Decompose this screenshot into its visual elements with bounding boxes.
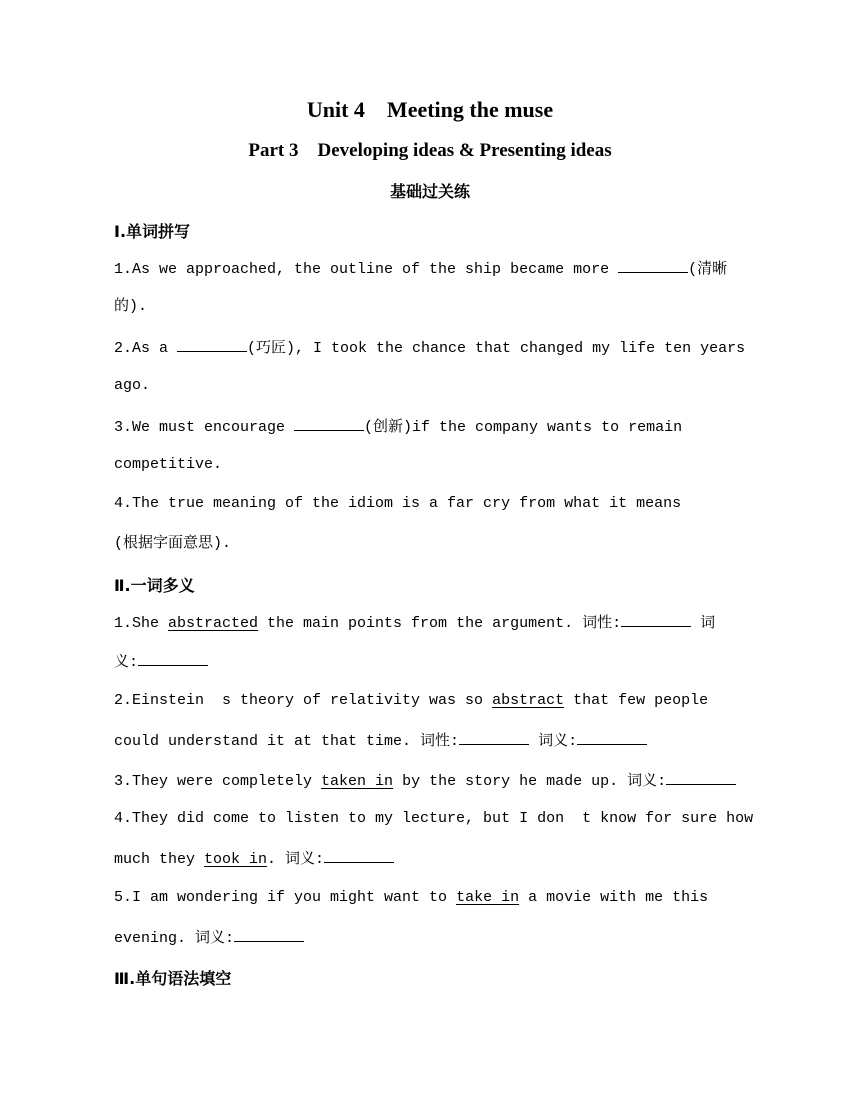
part-title: Part 3 Developing ideas & Presenting ideas: [248, 140, 612, 161]
target-word: abstracted: [168, 615, 259, 632]
target-word: abstract: [492, 692, 565, 709]
s1-q3-line1: 3.We must encourage (创新)if the company wants to remain: [114, 416, 682, 438]
target-word: took in: [204, 851, 268, 868]
s1-q1-line1: 1.As we approached, the outline of the ship became more (清晰: [114, 258, 727, 280]
answer-blank[interactable]: [577, 730, 647, 745]
s1-q3-line2: competitive.: [114, 456, 223, 473]
s2-q4-line2: much they took in. 词义:: [114, 848, 394, 870]
s2-q1-line1: 1.She abstracted the main points from the argument. 词性: 词: [114, 612, 715, 634]
unit-title: Unit 4 Meeting the muse: [306, 97, 554, 122]
s2-q4-line1: 4.They did come to listen to my lecture, but I don t know for sure how: [114, 810, 754, 827]
s2-q5-line1: 5.I am wondering if you might want to take in a movie with me this: [114, 889, 709, 906]
answer-blank[interactable]: [618, 258, 688, 273]
answer-blank[interactable]: [621, 612, 691, 627]
s1-q1-line2: 的).: [114, 298, 148, 315]
s2-q2-line2: could understand it at that time. 词性: 词义:: [114, 730, 647, 752]
answer-blank[interactable]: [666, 770, 736, 785]
section-heading-2: Ⅱ.一词多义: [114, 576, 195, 595]
subtitle: 基础过关练: [389, 182, 470, 201]
section-heading-1: Ⅰ.单词拼写: [114, 222, 191, 241]
s2-q5-line2: evening. 词义:: [114, 927, 304, 949]
answer-blank[interactable]: [324, 848, 394, 863]
s1-q2-line2: ago.: [114, 377, 151, 394]
s2-q2-line1: 2.Einstein s theory of relativity was so abstract that few people: [114, 692, 709, 709]
target-word: taken in: [321, 773, 394, 790]
answer-blank[interactable]: [234, 927, 304, 942]
target-word: take in: [456, 889, 520, 906]
s2-q3-line1: 3.They were completely taken in by the story he made up. 词义:: [114, 770, 736, 792]
answer-blank[interactable]: [459, 730, 529, 745]
section-heading-3: Ⅲ.单句语法填空: [114, 969, 232, 988]
s1-q4-line2: (根据字面意思).: [114, 535, 232, 552]
s2-q1-line2: 义:: [114, 651, 208, 673]
s1-q2-line1: 2.As a (巧匠), I took the chance that changed my life ten years: [114, 337, 745, 359]
answer-blank[interactable]: [177, 337, 247, 352]
answer-blank[interactable]: [294, 416, 364, 431]
s1-q4-line1: 4.The true meaning of the idiom is a far cry from what it means: [114, 495, 682, 512]
answer-blank[interactable]: [138, 651, 208, 666]
